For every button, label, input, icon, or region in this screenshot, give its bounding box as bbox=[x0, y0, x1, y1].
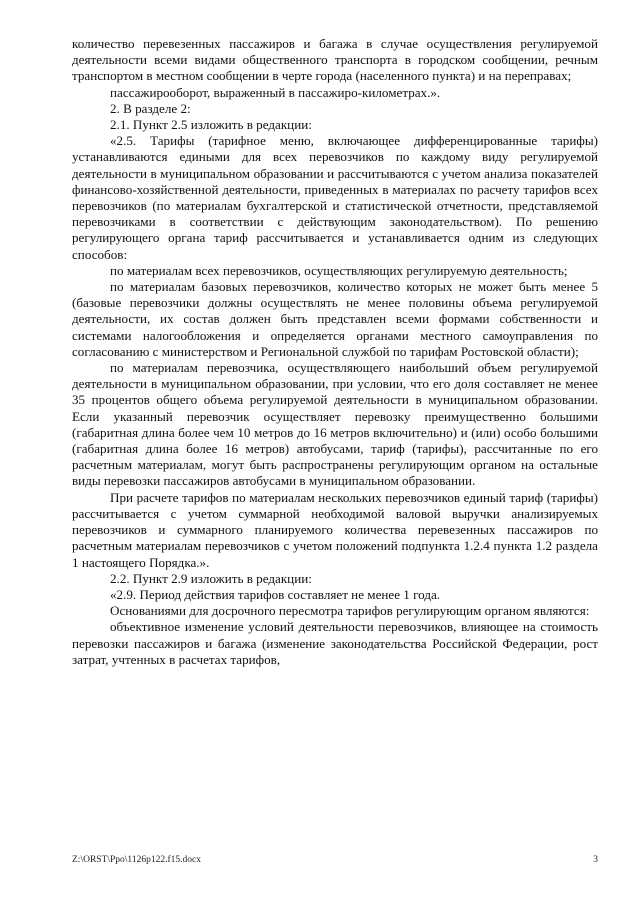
paragraph: по материалам базовых перевозчиков, количество которых не может быть менее 5 (базовые перевозчики должны осуществлять не менее половины объема регулируемой деятельности, их состав должен быть представлен всеми формами собственности и системами налогообложения и определяется органами местного самоуправления по согласованию с министерством и Региональной службой по тарифам Ростовской области); bbox=[72, 279, 598, 359]
paragraph: 2.1. Пункт 2.5 изложить в редакции: bbox=[110, 117, 312, 133]
paragraph: 2.2. Пункт 2.9 изложить в редакции: bbox=[110, 570, 312, 586]
paragraph: При расчете тарифов по материалам нескольких перевозчиков единый тариф (тарифы) рассчитывается с учетом суммарной необходимой валовой выручки анализируемых перевозчиков и суммарного планируемого количества перевезенных пассажиров по расчетным материалам перевозчиков с учетом положений подпункта 1.2.4 пункта 1.2 раздела 1 настоящего Порядка.». bbox=[72, 489, 598, 570]
paragraph: по материалам всех перевозчиков, осуществляющих регулируемую деятельность; bbox=[110, 262, 568, 278]
paragraph: Основаниями для досрочного пересмотра тарифов регулирующим органом являются: bbox=[110, 603, 590, 619]
paragraph: количество перевезенных пассажиров и багажа в случае осуществления регулируемой деятельности всеми видами общественного транспорта в городском сообщении, речным транспортом в местном сообщении в черте города (населенного пункта) и на переправах; bbox=[72, 36, 598, 84]
paragraph: 2. В разделе 2: bbox=[110, 100, 191, 116]
document-body bbox=[72, 36, 598, 668]
paragraph: «2.9. Период действия тарифов составляет не менее 1 года. bbox=[110, 586, 441, 602]
paragraph: пассажирооборот, выраженный в пассажиро-километрах.». bbox=[110, 84, 441, 100]
footer-file-path: Z:\ORST\Ppo\1126p122.f15.docx bbox=[72, 855, 201, 865]
paragraph: по материалам перевозчика, осуществляющего наибольший объем регулируемой деятельности в муниципальном образовании, при условии, что его доля составляет не менее 35 процентов общего объема регулируемой деятельности в муниципальном образовании. Если указанный перевозчик осуществляет перевозку преимущественно большими (габаритная длина более чем 10 метров до 16 метров включительно) и (или) особо большими (габаритная длина более 16 метров) автобусами, тариф (тарифы), рассчитанные по его расчетным материалам, могут быть распространены регулирующим органом на остальные виды перевозки пассажиров автобусами в муниципальном образовании. bbox=[72, 360, 598, 489]
paragraph: объективное изменение условий деятельности перевозчиков, влияющее на стоимость перевозки пассажиров и багажа (изменение законодательства Российской Федерации, рост затрат, учтенных в расчетах тарифов, bbox=[72, 619, 598, 667]
paragraph: «2.5. Тарифы (тарифное меню, включающее дифференцированные тарифы) устанавливаются едиными для всех перевозчиков по каждому виду регулируемой деятельности в муниципальном образовании и рассчитываются с учетом анализа показателей финансово-хозяйственной деятельности, приведенных в материалах по расчету тарифов всех перевозчиков (по материалам бухгалтерской и статистической отчетности, представляемой перевозчиками в соответствии с действующим законодательством). По решению регулирующего органа тариф рассчитывается и устанавливается одним из следующих способов: bbox=[72, 133, 598, 262]
page-number: 3 bbox=[593, 855, 598, 865]
